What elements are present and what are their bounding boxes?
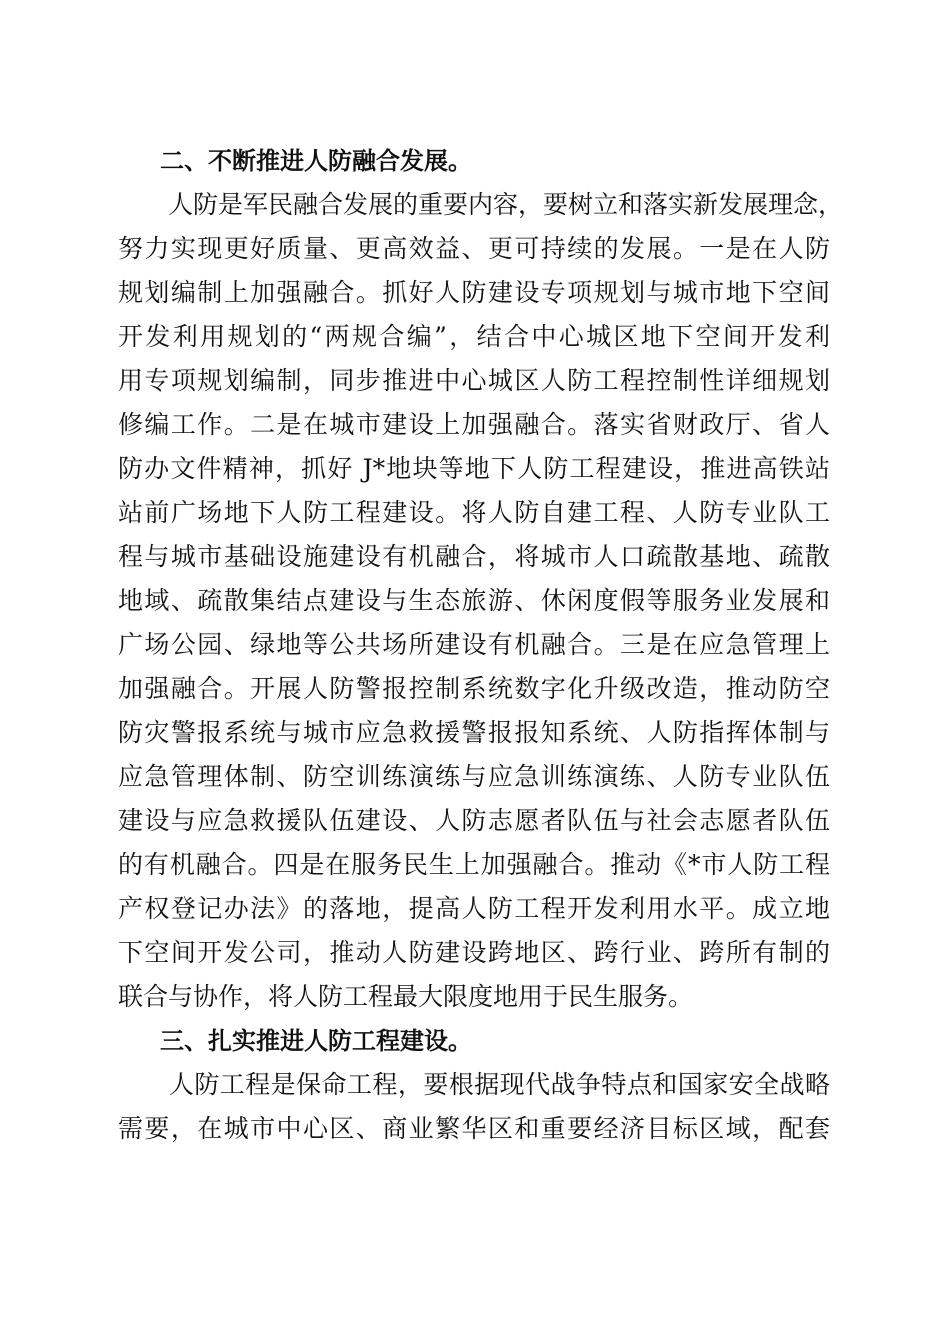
- paragraph-line: 人防工程是保命工程，要根据现代战争特点和国家安全战略: [118, 1070, 830, 1099]
- paragraph-line: 开发利用规划的“两规合编”，结合中心城区地下空间开发利: [118, 322, 830, 351]
- paragraph-line: 规划编制上加强融合。抓好人防建设专项规划与城市地下空间: [118, 278, 830, 307]
- paragraph-line: 需要，在城市中心区、商业繁华区和重要经济目标区域，配套: [118, 1114, 830, 1143]
- paragraph-line: 地域、疏散集结点建设与生态旅游、休闲度假等服务业发展和: [118, 586, 830, 615]
- paragraph-line: 努力实现更好质量、更高效益、更可持续的发展。一是在人防: [118, 234, 830, 263]
- paragraph-line: 加强融合。开展人防警报控制系统数字化升级改造，推动防空: [118, 674, 830, 703]
- paragraph-line: 产权登记办法》的落地，提高人防工程开发利用水平。成立地: [118, 894, 830, 923]
- paragraph-line: 应急管理体制、防空训练演练与应急训练演练、人防专业队伍: [118, 762, 830, 791]
- paragraph-line: 修编工作。二是在城市建设上加强融合。落实省财政厅、省人: [118, 410, 830, 439]
- section-heading-2: 二、不断推进人防融合发展。: [160, 147, 472, 175]
- paragraph-line: 人防是军民融合发展的重要内容，要树立和落实新发展理念，: [118, 190, 844, 219]
- paragraph-line: 程与城市基础设施建设有机融合，将城市人口疏散基地、疏散: [118, 542, 830, 571]
- paragraph-line: 的有机融合。四是在服务民生上加强融合。推动《*市人防工程: [118, 850, 830, 879]
- paragraph-line: 联合与协作，将人防工程最大限度地用于民生服务。: [118, 982, 694, 1011]
- section-heading-3: 三、扎实推进人防工程建设。: [160, 1027, 472, 1055]
- paragraph-line: 用专项规划编制，同步推进中心城区人防工程控制性详细规划: [118, 366, 830, 395]
- paragraph-line: 广场公园、绿地等公共场所建设有机融合。三是在应急管理上: [118, 630, 830, 659]
- paragraph-line: 防办文件精神，抓好 J*地块等地下人防工程建设，推进高铁站: [118, 454, 830, 483]
- paragraph-line: 下空间开发公司，推动人防建设跨地区、跨行业、跨所有制的: [118, 938, 830, 967]
- paragraph-line: 站前广场地下人防工程建设。将人防自建工程、人防专业队工: [118, 498, 830, 527]
- paragraph-line: 建设与应急救援队伍建设、人防志愿者队伍与社会志愿者队伍: [118, 806, 830, 835]
- paragraph-line: 防灾警报系统与城市应急救援警报报知系统、人防指挥体制与: [118, 718, 830, 747]
